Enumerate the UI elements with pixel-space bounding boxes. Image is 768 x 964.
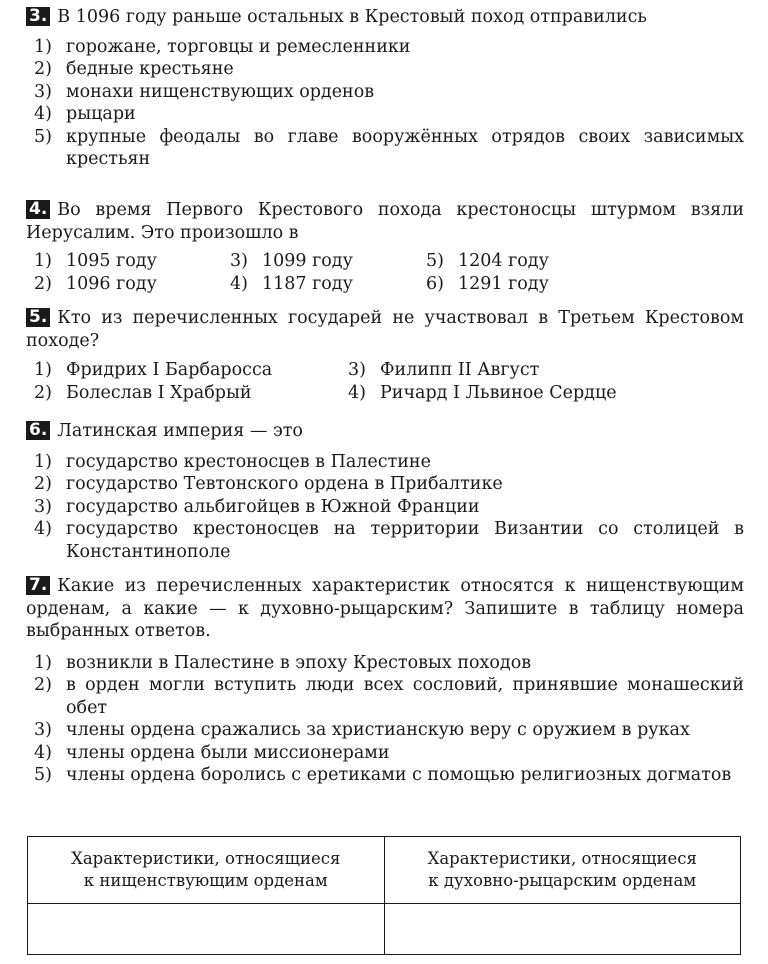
option-text: бедные крестьяне xyxy=(66,59,234,79)
question-number-badge: 5. xyxy=(26,308,50,327)
answer-option xyxy=(426,273,622,296)
question-text: Латинская империя — это xyxy=(57,421,303,441)
answer-options xyxy=(26,36,744,171)
answer-option xyxy=(26,742,744,765)
header-line: к нищенствующим орденам xyxy=(83,871,328,890)
table-answer-row xyxy=(28,904,741,955)
question-stem xyxy=(26,575,744,643)
option-text: Филипп II Август xyxy=(380,360,540,380)
option-text: члены ордена боролись с еретиками с помощью религиозных догматов xyxy=(66,765,732,785)
answer-option xyxy=(348,382,678,405)
option-text: Ричард I Львиное Сердце xyxy=(380,382,617,403)
option-text: члены ордена были миссионерами xyxy=(66,742,390,763)
answer-options xyxy=(26,250,744,295)
option-text: рыцари xyxy=(66,104,136,124)
option-number: 1) xyxy=(34,360,52,380)
answer-option xyxy=(26,518,744,563)
option-number: 5) xyxy=(34,765,52,785)
question-number-badge: 3. xyxy=(26,7,50,26)
option-number: 1) xyxy=(34,652,52,673)
option-text: 1204 году xyxy=(458,251,549,271)
question-number-badge: 7. xyxy=(26,576,50,595)
answer-option xyxy=(26,103,744,126)
answer-option xyxy=(348,359,678,382)
answer-option xyxy=(26,764,744,787)
question-text: Кто из перечисленных государей не участвовал в Третьем Крестовом походе? xyxy=(26,308,744,351)
answer-option xyxy=(26,674,744,719)
option-number: 6) xyxy=(426,273,444,294)
option-text: государство крестоносцев в Палестине xyxy=(66,451,431,472)
answer-option xyxy=(26,81,744,104)
header-mendicant-orders xyxy=(28,837,385,904)
answer-option xyxy=(34,250,230,273)
option-text: 1291 году xyxy=(458,273,549,294)
option-number: 5) xyxy=(34,126,52,147)
answer-option xyxy=(26,496,744,519)
header-line: к духовно-рыцарским орденам xyxy=(428,871,697,890)
option-text: 1096 году xyxy=(66,273,157,294)
question-stem xyxy=(26,420,744,443)
question-stem xyxy=(26,6,744,29)
option-number: 1) xyxy=(34,251,52,271)
question-number-badge: 6. xyxy=(26,421,50,440)
answer-option xyxy=(26,652,744,675)
answer-option xyxy=(230,273,426,296)
option-text: члены ордена сражались за христианскую веру с оружием в руках xyxy=(66,720,690,740)
answer-options xyxy=(26,359,744,404)
answer-option xyxy=(426,250,622,273)
option-text: 1187 году xyxy=(262,273,353,294)
answer-option xyxy=(26,58,744,81)
option-text: 1099 году xyxy=(262,251,353,271)
answer-option xyxy=(34,273,230,296)
header-line: Характеристики, относящиеся xyxy=(71,849,341,868)
question-3 xyxy=(26,6,744,171)
option-text: государство Тевтонского ордена в Прибалтике xyxy=(66,474,503,494)
question-7 xyxy=(26,575,744,787)
option-number: 3) xyxy=(34,81,52,102)
answer-options xyxy=(26,652,744,787)
answer-option xyxy=(230,250,426,273)
option-text: государство крестоносцев на территории Византии со столицей в Константинополе xyxy=(66,519,744,562)
answer-table xyxy=(27,836,741,955)
option-number: 4) xyxy=(230,273,248,294)
question-stem xyxy=(26,199,744,244)
option-number: 3) xyxy=(34,496,52,517)
answer-option xyxy=(26,473,744,496)
question-6 xyxy=(26,420,744,563)
option-number: 5) xyxy=(426,251,444,271)
option-number: 3) xyxy=(348,360,366,380)
option-text: государство альбигойцев в Южной Франции xyxy=(66,496,480,517)
option-text: Фридрих I Барбаросса xyxy=(66,360,273,380)
option-text: возникли в Палестине в эпоху Крестовых походов xyxy=(66,652,532,673)
question-number-badge: 4. xyxy=(26,200,50,219)
question-4 xyxy=(26,199,744,295)
answer-options xyxy=(26,451,744,564)
question-5 xyxy=(26,307,744,404)
question-stem xyxy=(26,307,744,352)
option-number: 4) xyxy=(34,742,52,763)
option-number: 2) xyxy=(34,59,52,79)
option-number: 2) xyxy=(34,474,52,494)
question-text: Во время Первого Крестового похода крестоносцы штурмом взяли Иерусалим. Это произошло в xyxy=(26,200,744,243)
table-header-row xyxy=(28,837,741,904)
answer-option xyxy=(34,359,348,382)
answer-option xyxy=(26,451,744,474)
option-number: 1) xyxy=(34,36,52,57)
answer-option xyxy=(26,36,744,59)
option-text: горожане, торговцы и ремесленники xyxy=(66,36,411,57)
option-number: 2) xyxy=(34,273,52,294)
answer-cell-knightly[interactable] xyxy=(384,904,741,955)
answer-option xyxy=(26,126,744,171)
option-text: Болеслав I Храбрый xyxy=(66,382,252,403)
option-number: 4) xyxy=(34,519,52,539)
answer-option xyxy=(26,719,744,742)
option-number: 3) xyxy=(34,720,52,740)
option-text: 1095 году xyxy=(66,251,157,271)
header-line: Характеристики, относящиеся xyxy=(427,849,697,868)
option-number: 2) xyxy=(34,675,52,695)
question-text: В 1096 году раньше остальных в Крестовый поход отправились xyxy=(57,7,647,27)
answer-cell-mendicant[interactable] xyxy=(28,904,385,955)
header-knightly-orders xyxy=(384,837,741,904)
option-text: крупные феодалы во главе вооружённых отрядов своих зависимых крестьян xyxy=(66,126,744,169)
answer-option xyxy=(34,382,348,405)
option-text: монахи нищенствующих орденов xyxy=(66,81,375,102)
option-number: 2) xyxy=(34,382,52,403)
option-number: 3) xyxy=(230,251,248,271)
option-number: 4) xyxy=(34,104,52,124)
option-number: 4) xyxy=(348,382,366,403)
option-number: 1) xyxy=(34,451,52,472)
question-text: Какие из перечисленных характеристик относятся к нищенствующим орденам, а какие — к духовно-рыцарским? Запишите в таблицу номера выбранных ответов. xyxy=(26,576,744,641)
option-text: в орден могли вступить люди всех сословий, принявшие монашеский обет xyxy=(66,675,744,718)
